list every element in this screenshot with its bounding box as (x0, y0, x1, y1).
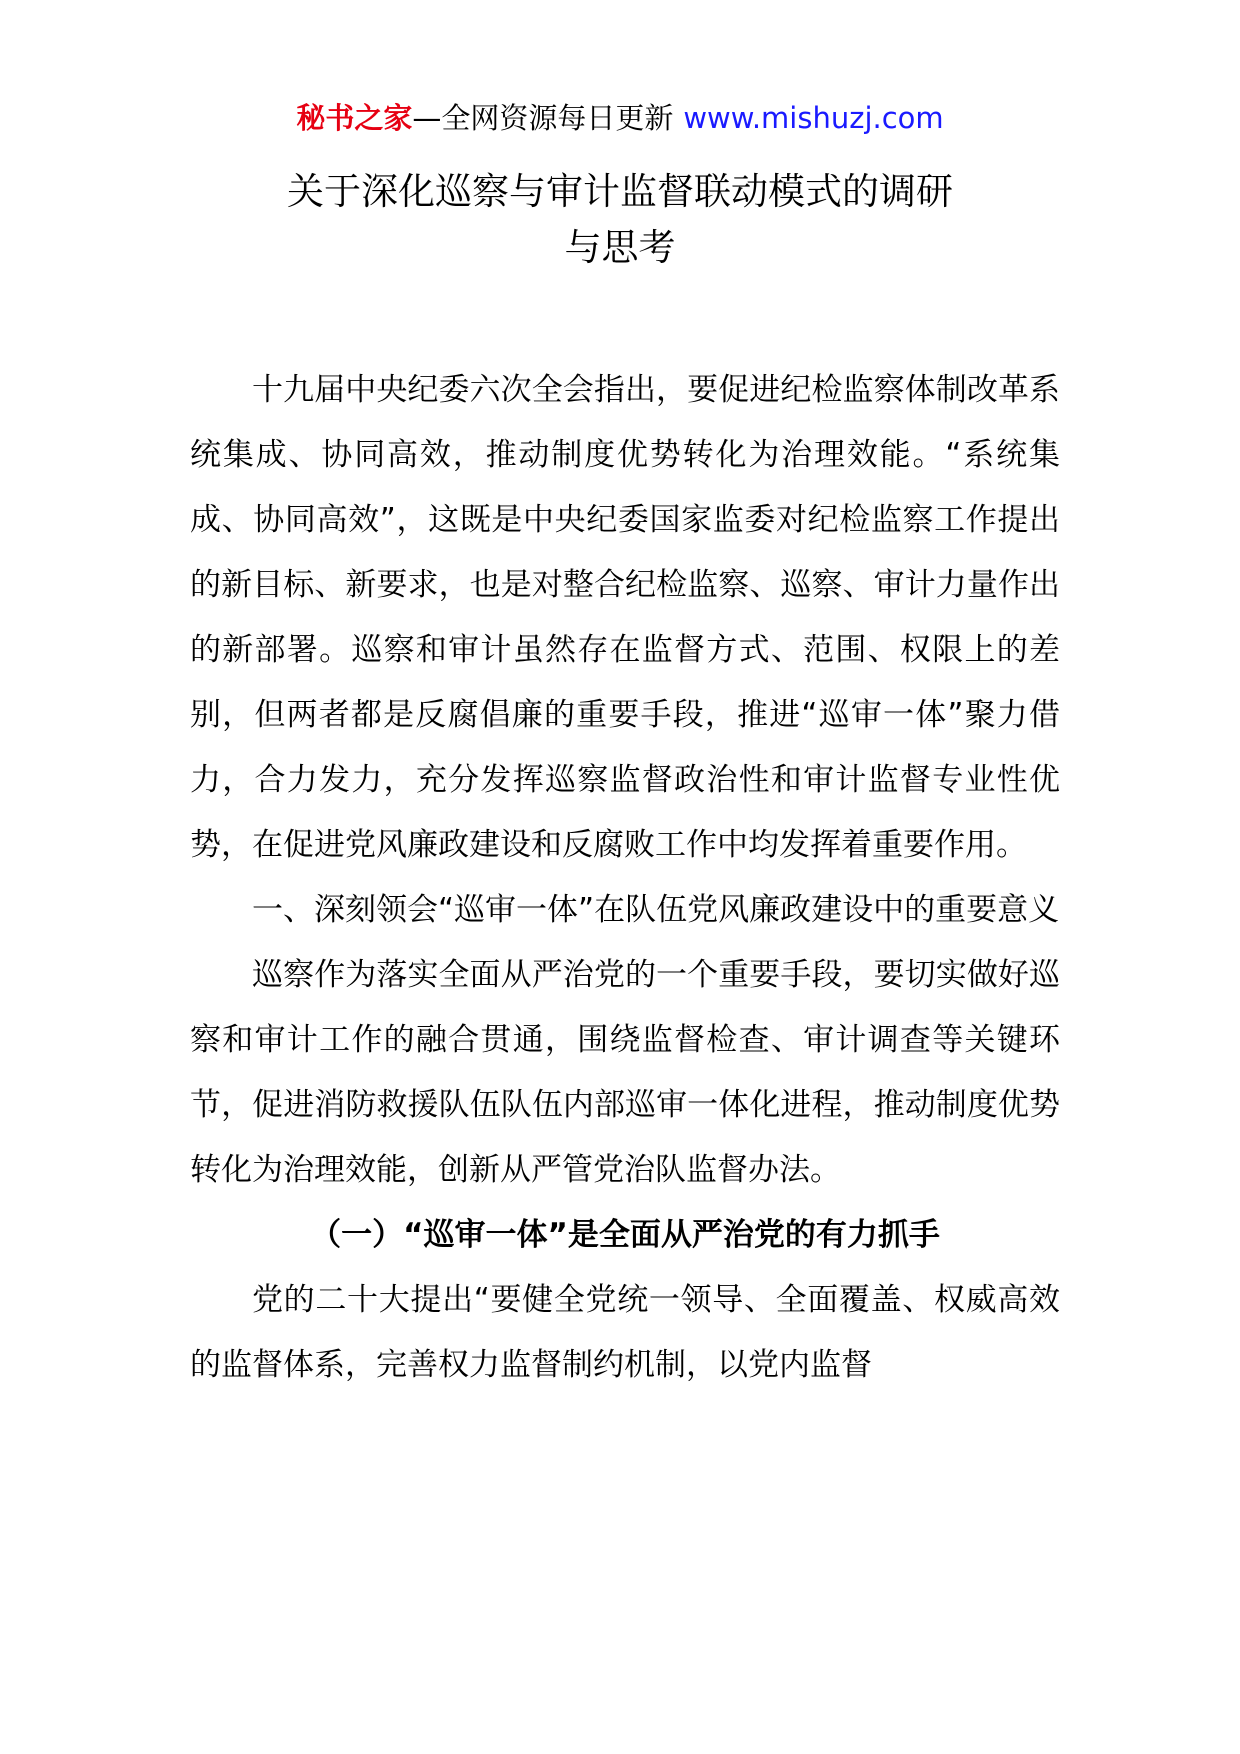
title-line-1: 关于深化巡察与审计监督联动模式的调研 (287, 170, 953, 213)
paragraph-section-1: 巡察作为落实全面从严治党的一个重要手段，要切实做好巡察和审计工作的融合贯通，围绕监督检查、审计调查等关键环节，促进消防救援队伍队伍内部巡审一体化进程，推动制度优势转化为治理效能，创新从严管党治队监督办法。 (190, 957, 1060, 1188)
document-body (190, 358, 1060, 1398)
title-line-2: 与思考 (564, 226, 676, 269)
subsection-heading-1: （一）“巡审一体”是全面从严治党的有力抓手 (310, 1217, 940, 1253)
brand-name: 秘书之家 (296, 101, 413, 135)
paragraph-intro: 十九届中央纪委六次全会指出，要促进纪检监察体制改革系统集成、协同高效，推动制度优势转化为治理效能。“系统集成、协同高效”，这既是中央纪委国家监委对纪检监察工作提出的新目标、新要求，也是对整合纪检监察、巡察、审计力量作出的新部署。巡察和审计虽然存在监督方式、范围、权限上的差别，但两者都是反腐倡廉的重要手段，推进“巡审一体”聚力借力，合力发力，充分发挥巡察监督政治性和审计监督专业性优势，在促进党风廉政建设和反腐败工作中均发挥着重要作用。 (190, 372, 1060, 863)
document-title (0, 164, 1240, 276)
section-heading-1: 一、深刻领会“巡审一体”在队伍党风廉政建设中的重要意义 (252, 892, 1060, 928)
header-tagline: —全网资源每日更新 (412, 101, 674, 135)
site-url-link[interactable]: www.mishuzj.com (683, 101, 944, 135)
paragraph-subsection-1: 党的二十大提出“要健全党统一领导、全面覆盖、权威高效的监督体系，完善权力监督制约机制，以党内监督 (190, 1282, 1060, 1383)
site-header (0, 100, 1240, 136)
